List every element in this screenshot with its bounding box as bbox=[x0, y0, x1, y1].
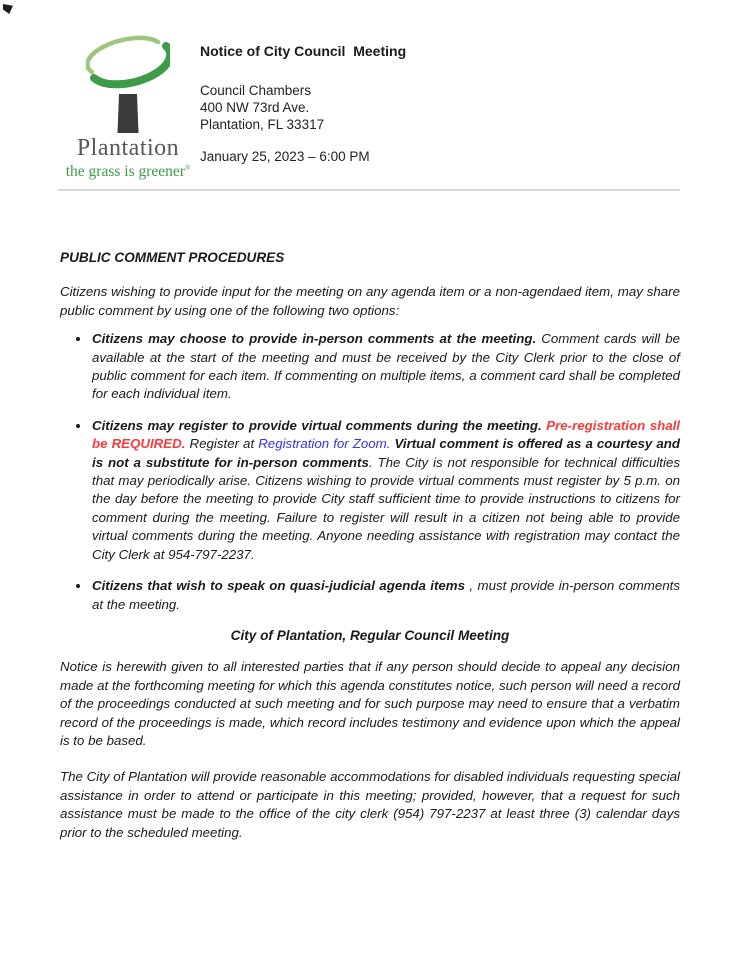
notice-header bbox=[200, 43, 406, 164]
bullet-virtual-comments bbox=[91, 417, 680, 564]
tree-trunk-shape bbox=[118, 94, 139, 133]
comment-options-list bbox=[60, 330, 680, 614]
address-line-city: Plantation, FL 33317 bbox=[200, 117, 325, 132]
appeal-notice-paragraph: Notice is herewith given to all interested parties that if any person should decide to appeal any decision made at the forthcoming meeting for which this agenda constitutes notice, such person will need a record of the proceedings conducted at such meeting and for such purpose may need to ensure that a verbatim record of the proceedings is made, which record includes testimony and evidence upon which the appeal is to be based. bbox=[60, 659, 680, 748]
bullet-3-text: , must provide in-person comments at the meeting. bbox=[92, 578, 680, 612]
bullet-2-bold-lead: Citizens may register to provide virtual comments during the meeting. bbox=[92, 417, 547, 433]
document-body bbox=[60, 249, 680, 842]
ada-accommodations-paragraph: The City of Plantation will provide reasonable accommodations for disabled individuals requesting special assistance in order to attend or participate in this meeting; provided, however, that a request for such assistance must be made to the office of the city clerk (954) 797-2237 at least three (3) calendar days prior to the scheduled meeting. bbox=[60, 769, 680, 840]
bullet-3-bold-lead: Citizens that wish to speak on quasi-judicial agenda items bbox=[92, 578, 466, 594]
address-line-street: 400 NW 73rd Ave. bbox=[200, 100, 310, 115]
logo-tagline: the grass is greener® bbox=[65, 163, 191, 180]
bullet-in-person-comments bbox=[91, 330, 680, 404]
virtual-courtesy-bold-text: Virtual comment is offered as a courtesy and is not a substitute for in-person comments bbox=[92, 436, 680, 470]
scan-artifact-mark bbox=[3, 4, 13, 14]
public-comment-heading: PUBLIC COMMENT PROCEDURES bbox=[60, 250, 285, 265]
notice-title: Notice of City Council Meeting bbox=[200, 43, 407, 59]
tree-light-swoosh-shape bbox=[87, 38, 158, 72]
meeting-address bbox=[200, 82, 406, 133]
intro-paragraph: Citizens wishing to provide input for the meeting on any agenda item or a non-agendaed item, may share public comment by using one of the following two options: bbox=[60, 284, 680, 318]
meeting-datetime: January 25, 2023 – 6:00 PM bbox=[200, 149, 370, 164]
bullet-quasi-judicial bbox=[91, 577, 680, 614]
tree-logo-icon bbox=[86, 32, 170, 136]
register-at-text: Register at bbox=[185, 436, 259, 452]
preregistration-required-red-text: Pre-registration shall be REQUIRED. bbox=[92, 417, 681, 452]
logo-name: Plantation bbox=[76, 135, 180, 161]
bullet-2-text: . The City is not responsible for technical difficulties that may periodically arise. Citizens wishing to provide virtual comments must register by 5 p.m. on the day before the meeting to provide City staff sufficient time to provide instructions to citizens for comment during the meeting. Failure to register will result in a citizen not being able to provide virtual comments during the meeting. Anyone needing assistance with registration may contact the City Clerk at 954-797-2237. bbox=[92, 454, 680, 562]
tree-dark-swoosh-shape bbox=[94, 46, 170, 84]
bullet-1-text: Comment cards will be available at the start of the meeting and must be received by the City Clerk prior to the close of public comment for each item. If commenting on multiple items, a comment card shall be completed for each individual item. bbox=[92, 331, 680, 402]
header-divider bbox=[58, 189, 680, 191]
bullet-1-bold-lead: Citizens may choose to provide in-person comments at the meeting. bbox=[92, 331, 542, 347]
plantation-logo bbox=[57, 28, 199, 179]
zoom-registration-link[interactable]: Registration for Zoom. bbox=[258, 436, 391, 452]
registered-mark: ® bbox=[184, 164, 191, 172]
address-line-venue: Council Chambers bbox=[200, 83, 312, 98]
regular-council-meeting-heading: City of Plantation, Regular Council Meeting bbox=[230, 627, 510, 643]
